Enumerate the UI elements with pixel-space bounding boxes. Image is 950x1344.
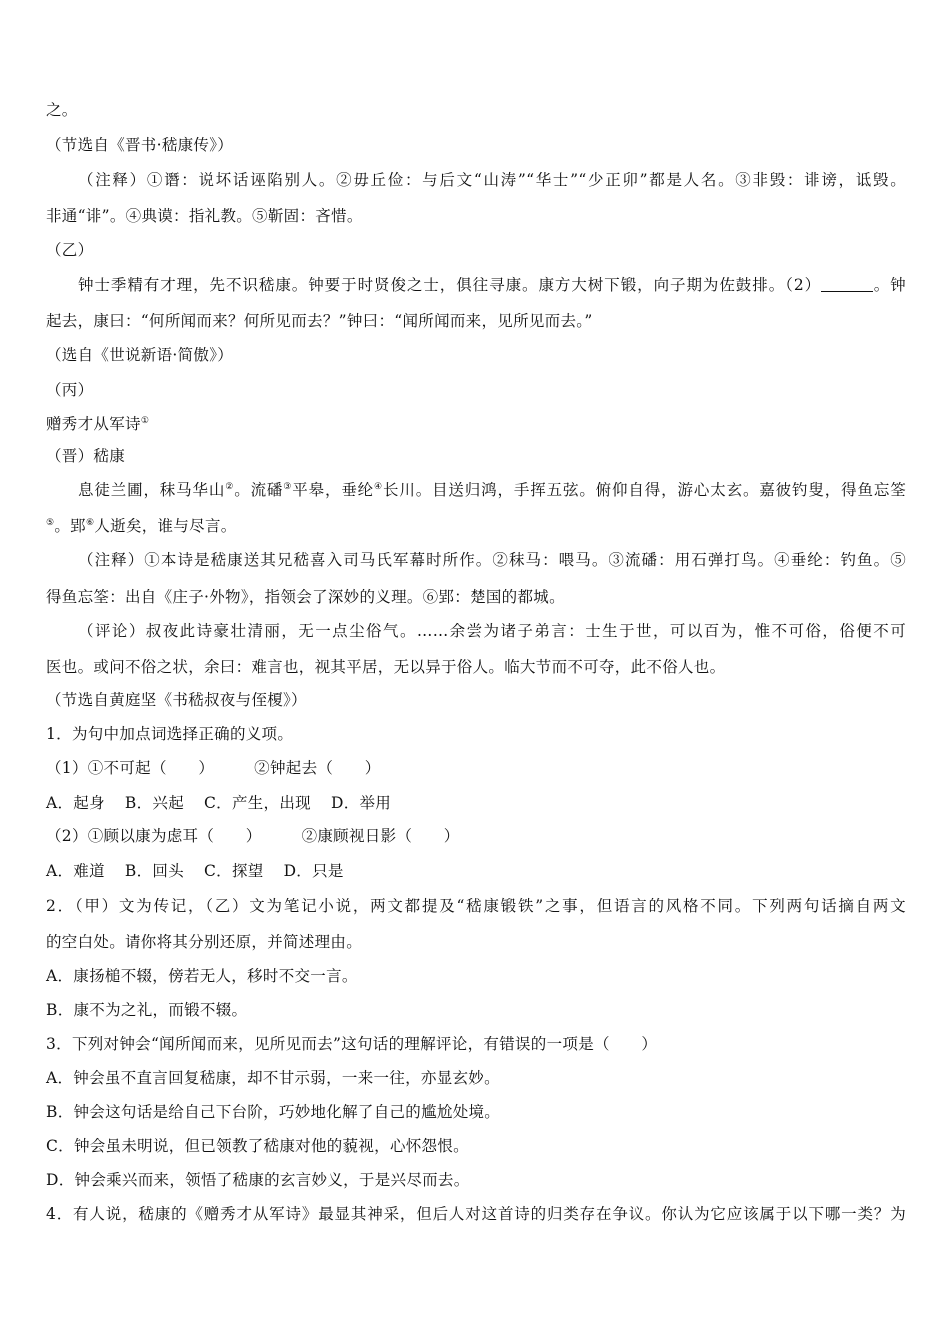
passage-yi-text: 。钟 [873, 276, 906, 294]
poem-line-2 [46, 516, 906, 536]
option-c: C．产生，出现 [204, 794, 311, 812]
question-1-stem: 1．为句中加点词选择正确的义项。 [46, 725, 294, 743]
poem-line-1 [78, 480, 906, 500]
option-c: C．探望 [204, 862, 264, 880]
footnote-marker: ② [225, 481, 235, 492]
option-d: D．只是 [283, 862, 344, 880]
passage-yi-text: 钟士季精有才理，先不识嵇康。钟要于时贤俊之士，俱往寻康。康方大树下锻，向子期为佐鼓排。（2） [78, 276, 822, 294]
sub-question: （1）①不可起（ ） [46, 759, 215, 777]
poem-text: 息徒兰圃，秣马华山 [78, 481, 226, 499]
question-3-option-d: D．钟会乘兴而来，领悟了嵇康的玄言妙义，于是兴尽而去。 [46, 1171, 470, 1189]
passage-yi-source: （选自《世说新语·简傲》） [46, 346, 234, 364]
passage-bing-notes-line-1: （注释）①本诗是嵇康送其兄嵇喜入司马氏军幕时所作。②秣马：喂马。③流磻：用石弹打鸟。④垂纶：钓鱼。⑤ [78, 551, 906, 569]
passage-jia-notes-line-2: 非通“诽”。④典谟：指礼教。⑤靳固：吝惜。 [46, 207, 363, 225]
question-3-option-c: C．钟会虽未明说，但已领教了嵇康对他的藐视，心怀怨恨。 [46, 1137, 469, 1155]
question-2-stem-line-1: 2．（甲）文为传记，（乙）文为笔记小说，两文都提及“嵇康锻铁”之事，但语言的风格不同。下列两句话摘自两文 [46, 897, 906, 915]
poem-text: 。流磻 [234, 481, 284, 499]
footnote-marker: ③ [283, 481, 293, 492]
option-a: A．起身 [46, 794, 105, 812]
footnote-marker: ⑤ [46, 517, 55, 528]
poem-text: 长川。目送归鸿，手挥五弦。俯仰自得，游心太玄。嘉彼钓叟，得鱼忘筌 [382, 481, 906, 499]
passage-bing-label: （丙） [46, 381, 94, 399]
question-2-stem-line-2: 的空白处。请你将其分别还原，并简述理由。 [46, 933, 363, 951]
question-1-part-1 [46, 758, 906, 778]
comment-line-1: （评论）叔夜此诗豪壮清丽，无一点尘俗气。……余尝为诸子弟言：士生于世，可以百为，惟不可俗，俗便不可 [78, 622, 906, 640]
question-1-part-1-options [46, 793, 906, 813]
question-2-option-b: B．康不为之礼，而锻不辍。 [46, 1001, 248, 1019]
question-1-part-2-options [46, 861, 906, 881]
poem-text: 人逝矣，谁与尽言。 [94, 517, 237, 535]
option-b: B．回头 [124, 862, 184, 880]
footnote-marker: ④ [374, 481, 383, 492]
comment-line-2: 医也。或问不俗之状，余曰：难言也，视其平居，无以异于俗人。临大节而不可夺，此不俗人也。 [46, 658, 726, 676]
poem-text: 。郢 [54, 517, 86, 535]
passage-yi-line-2: 起去，康曰：“何所闻而来？何所见而去？”钟曰：“闻所闻而来，见所见而去。” [46, 312, 593, 330]
option-d: D．举用 [330, 794, 392, 812]
question-3-stem: 3．下列对钟会“闻所闻而来，见所见而去”这句话的理解评论，有错误的一项是（ ） [46, 1035, 658, 1053]
poem-text: 平皋，垂纶 [292, 481, 375, 499]
passage-yi-label: （乙） [46, 241, 94, 259]
question-3-option-a: A．钟会虽不直言回复嵇康，却不甘示弱，一来一往，亦显玄妙。 [46, 1069, 500, 1087]
option-a: A．难道 [46, 862, 105, 880]
passage-jia-notes-line-1: （注释）①谮：说坏话诬陷别人。②毋丘俭：与后文“山涛”“华士”“少正卯”都是人名。③非毁：诽谤，诋毁。 [78, 171, 906, 189]
poem-title [46, 414, 906, 434]
poem-title-text: 赠秀才从军诗 [46, 415, 141, 433]
question-2-option-a: A．康扬槌不辍，傍若无人，移时不交一言。 [46, 967, 358, 985]
poem-author: （晋）嵇康 [46, 447, 126, 465]
footnote-marker: ⑥ [85, 517, 95, 528]
passage-bing-notes-line-2: 得鱼忘筌：出自《庄子·外物》，指领会了深妙的义理。⑥郢：楚国的都城。 [46, 588, 565, 606]
passage-bing-source: （节选自黄庭坚《书嵇叔夜与侄榎》） [46, 691, 307, 709]
question-3-option-b: B．钟会这句话是给自己下台阶，巧妙地化解了自己的尴尬处境。 [46, 1103, 501, 1121]
fill-in-blank [821, 277, 873, 292]
sub-question: ②康顾视日影（ ） [301, 827, 460, 845]
passage-jia-source: （节选自《晋书·嵇康传》） [46, 136, 234, 154]
passage-yi-line-1 [78, 275, 906, 295]
sub-question: ②钟起去（ ） [254, 759, 381, 777]
question-1-part-2 [46, 826, 906, 846]
option-b: B．兴起 [124, 794, 184, 812]
footnote-marker: ① [140, 415, 150, 426]
passage-jia-tail: 之。 [46, 101, 78, 119]
sub-question: （2）①顾以康为虑耳（ ） [46, 827, 262, 845]
question-4-stem: 4．有人说，嵇康的《赠秀才从军诗》最显其神采，但后人对这首诗的归类存在争议。你认为它应该属于以下哪一类？为 [46, 1205, 906, 1223]
